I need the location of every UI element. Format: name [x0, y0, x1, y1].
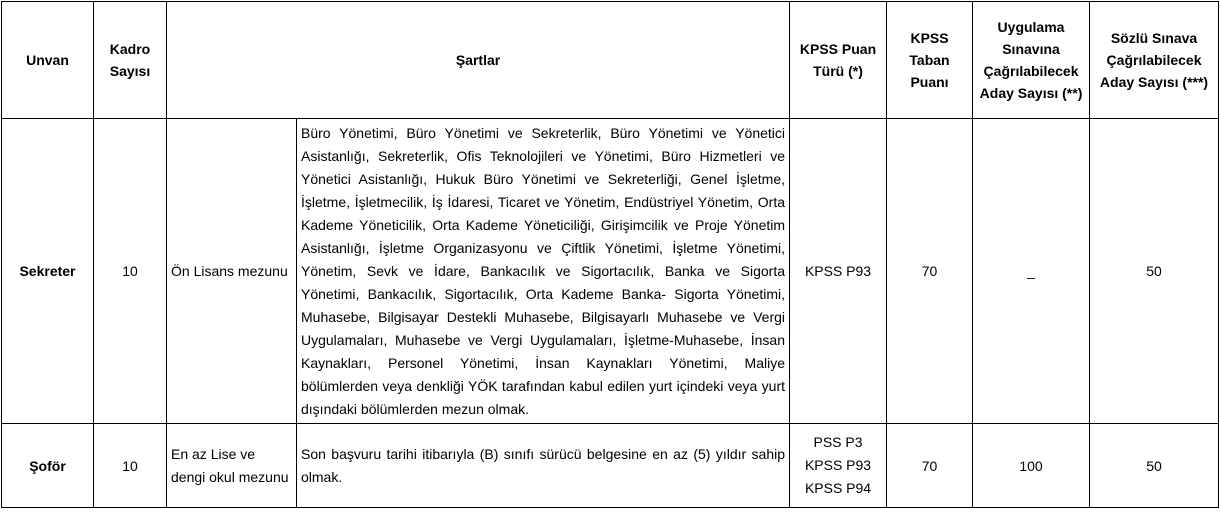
kpss-taban-cell: 70 — [887, 119, 973, 424]
education-cell: En az Lise ve dengi okul mezunu — [167, 424, 297, 508]
unvan-cell: Şoför — [2, 424, 94, 508]
sozlu-cell: 50 — [1090, 119, 1219, 424]
terms-cell: Son başvuru tarihi itibarıyla (B) sınıfı sürücü belgesine en az (5) yıldır sahip olmak. — [297, 424, 790, 508]
kpss-type: KPSS P93 — [804, 457, 872, 473]
kpss-type: PSS P3 — [813, 434, 863, 450]
header-kpss-puan-turu: KPSS Puan Türü (*) — [790, 2, 887, 119]
header-sartlar: Şartlar — [167, 2, 790, 119]
education-cell: Ön Lisans mezunu — [167, 119, 297, 424]
kpss-type: KPSS P94 — [804, 480, 872, 496]
positions-table — [1, 1, 1219, 508]
header-unvan: Unvan — [2, 2, 94, 119]
kadro-cell: 10 — [94, 119, 167, 424]
kadro-cell: 10 — [94, 424, 167, 508]
kpss-type: KPSS P93 — [804, 262, 872, 279]
kpss-puan-turu-cell — [790, 424, 887, 508]
table-row — [2, 424, 1219, 508]
header-kadro: Kadro Sayısı — [94, 2, 167, 119]
uygulama-cell: _ — [973, 119, 1090, 424]
header-row — [2, 2, 1219, 119]
header-kpss-taban-puani: KPSS Taban Puanı — [887, 2, 973, 119]
kpss-puan-turu-cell — [790, 119, 887, 424]
header-uygulama-aday-sayisi: Uygulama Sınavına Çağrılabilecek Aday Sayısı (**) — [973, 2, 1090, 119]
unvan-cell: Sekreter — [2, 119, 94, 424]
uygulama-cell: 100 — [973, 424, 1090, 508]
kpss-taban-cell: 70 — [887, 424, 973, 508]
header-sozlu-aday-sayisi: Sözlü Sınava Çağrılabilecek Aday Sayısı (***) — [1090, 2, 1219, 119]
sozlu-cell: 50 — [1090, 424, 1219, 508]
table-row — [2, 119, 1219, 424]
terms-cell: Büro Yönetimi, Büro Yönetimi ve Sekreterlik, Büro Yönetimi ve Yönetici Asistanlığı, Sekreterlik, Ofis Teknolojileri ve Yönetimi, Büro Hizmetleri ve Yönetici Asistanlığı, Hukuk Büro Yönetimi ve Sekreterliği, Genel İşletme, İşletme, İşletmecilik, İş İdaresi, Ticaret ve Yönetim, Endüstriyel Yönetim, Orta Kademe Yöneticilik, Orta Kademe Yöneticiliği, Girişimcilik ve Proje Yönetim Asistanlığı, İşletme Organizasyonu ve Çiftlik Yönetimi, İşletme Yönetimi, Yönetim, Sevk ve İdare, Bankacılık ve Sigortacılık, Banka ve Sigorta Yönetimi, Bankacılık, Sigortacılık, Orta Kademe Banka- Sigorta Yönetimi, Muhasebe, Bilgisayar Destekli Muhasebe, Bilgisayarlı Muhasebe ve Vergi Uygulamaları, Muhasebe ve Vergi Uygulamaları, İşletme-Muhasebe, İnsan Kaynakları, Personel Yönetimi, İnsan Kaynakları Yönetimi, Maliye bölümlerden veya denkliği YÖK tarafından kabul edilen yurt içindeki veya yurt dışındaki bölümlerden mezun olmak. — [297, 119, 790, 424]
